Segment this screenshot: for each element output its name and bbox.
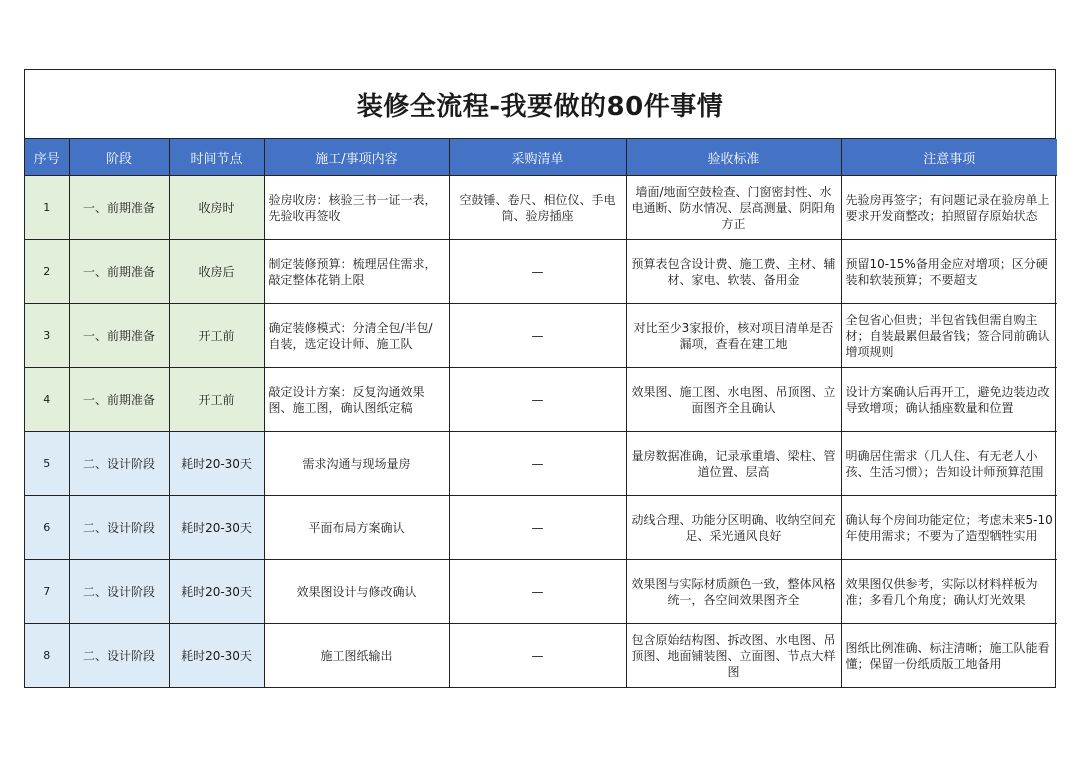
cell-stage: 二、设计阶段 <box>69 560 169 624</box>
cell-purchase: — <box>449 496 626 560</box>
table-row <box>25 432 1057 496</box>
cell-content: 制定装修预算：梳理居住需求，敲定整体花销上限 <box>264 240 449 304</box>
cell-purchase: — <box>449 240 626 304</box>
table-row <box>25 176 1057 240</box>
cell-time: 耗时20-30天 <box>169 560 264 624</box>
cell-notes: 设计方案确认后再开工，避免边装边改导致增项；确认插座数量和位置 <box>841 368 1057 432</box>
header-purchase: 采购清单 <box>449 139 626 176</box>
table-row <box>25 240 1057 304</box>
cell-purchase: — <box>449 368 626 432</box>
cell-acceptance: 动线合理、功能分区明确、收纳空间充足、采光通风良好 <box>626 496 841 560</box>
table-row <box>25 496 1057 560</box>
cell-seq: 2 <box>25 240 69 304</box>
table-row <box>25 304 1057 368</box>
cell-notes: 全包省心但贵；半包省钱但需自购主材；自装最累但最省钱；签合同前确认增项规则 <box>841 304 1057 368</box>
cell-stage: 二、设计阶段 <box>69 432 169 496</box>
process-sheet <box>24 69 1056 688</box>
cell-time: 开工前 <box>169 304 264 368</box>
cell-stage: 一、前期准备 <box>69 368 169 432</box>
cell-notes: 先验房再签字；有问题记录在验房单上要求开发商整改；拍照留存原始状态 <box>841 176 1057 240</box>
cell-time: 收房时 <box>169 176 264 240</box>
table-row <box>25 624 1057 688</box>
sheet-title: 装修全流程-我要做的80件事情 <box>25 70 1055 139</box>
cell-acceptance: 墙面/地面空鼓检查、门窗密封性、水电通断、防水情况、层高测量、阴阳角方正 <box>626 176 841 240</box>
header-acceptance: 验收标准 <box>626 139 841 176</box>
cell-seq: 6 <box>25 496 69 560</box>
cell-seq: 3 <box>25 304 69 368</box>
cell-seq: 5 <box>25 432 69 496</box>
cell-purchase: — <box>449 560 626 624</box>
cell-purchase: — <box>449 432 626 496</box>
cell-notes: 效果图仅供参考，实际以材料样板为准；多看几个角度；确认灯光效果 <box>841 560 1057 624</box>
cell-time: 开工前 <box>169 368 264 432</box>
cell-notes: 预留10-15%备用金应对增项；区分硬装和软装预算；不要超支 <box>841 240 1057 304</box>
cell-stage: 二、设计阶段 <box>69 496 169 560</box>
cell-content: 敲定设计方案：反复沟通效果图、施工图，确认图纸定稿 <box>264 368 449 432</box>
header-seq: 序号 <box>25 139 69 176</box>
cell-purchase: — <box>449 304 626 368</box>
cell-acceptance: 效果图、施工图、水电图、吊顶图、立面图齐全且确认 <box>626 368 841 432</box>
cell-notes: 确认每个房间功能定位；考虑未来5-10年使用需求；不要为了造型牺牲实用 <box>841 496 1057 560</box>
cell-acceptance: 对比至少3家报价，核对项目清单是否漏项，查看在建工地 <box>626 304 841 368</box>
table-header-row <box>25 139 1057 176</box>
table-row <box>25 368 1057 432</box>
cell-seq: 7 <box>25 560 69 624</box>
cell-notes: 明确居住需求（几人住、有无老人小孩、生活习惯）；告知设计师预算范围 <box>841 432 1057 496</box>
cell-time: 耗时20-30天 <box>169 624 264 688</box>
cell-stage: 一、前期准备 <box>69 240 169 304</box>
header-content: 施工/事项内容 <box>264 139 449 176</box>
cell-stage: 二、设计阶段 <box>69 624 169 688</box>
cell-stage: 一、前期准备 <box>69 176 169 240</box>
cell-seq: 1 <box>25 176 69 240</box>
cell-time: 耗时20-30天 <box>169 432 264 496</box>
cell-content: 确定装修模式：分清全包/半包/自装，选定设计师、施工队 <box>264 304 449 368</box>
cell-acceptance: 效果图与实际材质颜色一致，整体风格统一，各空间效果图齐全 <box>626 560 841 624</box>
cell-time: 收房后 <box>169 240 264 304</box>
header-stage: 阶段 <box>69 139 169 176</box>
cell-content: 效果图设计与修改确认 <box>264 560 449 624</box>
cell-time: 耗时20-30天 <box>169 496 264 560</box>
table-row <box>25 560 1057 624</box>
cell-notes: 图纸比例准确、标注清晰；施工队能看懂；保留一份纸质版工地备用 <box>841 624 1057 688</box>
cell-purchase: 空鼓锤、卷尺、相位仪、手电筒、验房插座 <box>449 176 626 240</box>
cell-seq: 4 <box>25 368 69 432</box>
cell-content: 验房收房：核验三书一证一表，先验收再签收 <box>264 176 449 240</box>
cell-acceptance: 预算表包含设计费、施工费、主材、辅材、家电、软装、备用金 <box>626 240 841 304</box>
header-notes: 注意事项 <box>841 139 1057 176</box>
cell-acceptance: 量房数据准确，记录承重墙、梁柱、管道位置、层高 <box>626 432 841 496</box>
header-time: 时间节点 <box>169 139 264 176</box>
cell-seq: 8 <box>25 624 69 688</box>
cell-stage: 一、前期准备 <box>69 304 169 368</box>
cell-content: 平面布局方案确认 <box>264 496 449 560</box>
process-table <box>25 139 1057 687</box>
cell-content: 施工图纸输出 <box>264 624 449 688</box>
cell-content: 需求沟通与现场量房 <box>264 432 449 496</box>
cell-purchase: — <box>449 624 626 688</box>
cell-acceptance: 包含原始结构图、拆改图、水电图、吊顶图、地面铺装图、立面图、节点大样图 <box>626 624 841 688</box>
